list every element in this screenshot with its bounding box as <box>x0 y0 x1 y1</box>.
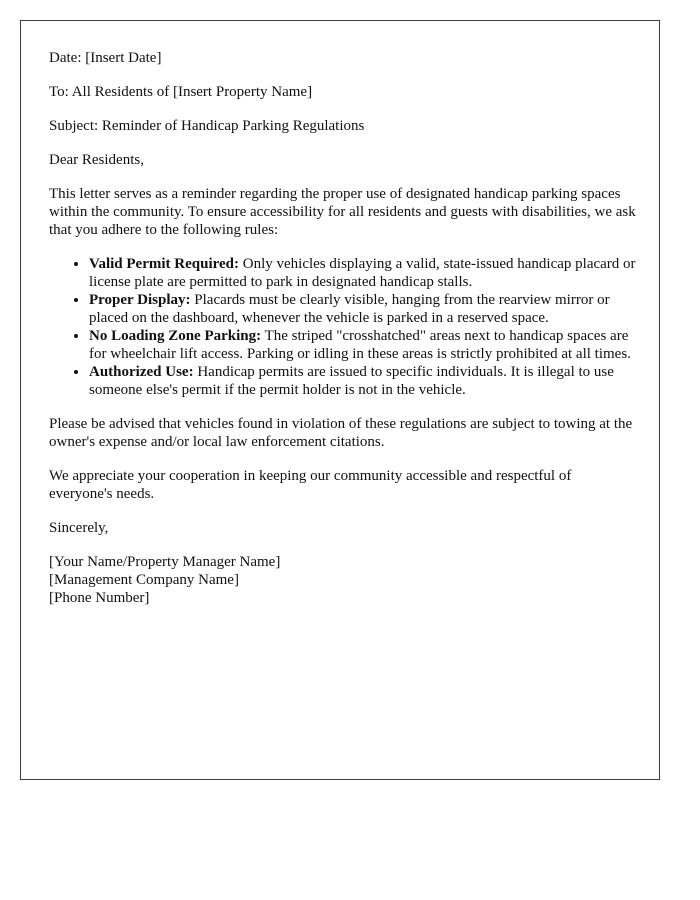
rule-text: Placards must be clearly visible, hanging from the rearview mirror or placed on the dashboard, whenever the vehicle is parked in a reserved space. <box>89 292 610 326</box>
appreciation-paragraph: We appreciate your cooperation in keeping our community accessible and respectful of everyone's needs. <box>49 468 572 502</box>
warning-paragraph: Please be advised that vehicles found in violation of these regulations are subject to towing at the owner's expense and/or local law enforcement citations. <box>49 416 633 450</box>
closing-line: Sincerely, <box>49 520 109 536</box>
signature-name: [Your Name/Property Manager Name] <box>49 554 281 570</box>
date-line: Date: [Insert Date] <box>49 50 162 66</box>
rule-proper-display <box>89 291 637 327</box>
intro-paragraph: This letter serves as a reminder regarding the proper use of designated handicap parking spaces within the community. To ensure accessibility for all residents and guests with disabilities, we ask that you adhere to the following rules: <box>49 186 636 238</box>
rule-title: Valid Permit Required: <box>89 256 239 272</box>
letter-page <box>20 20 660 780</box>
rule-authorized-use <box>89 363 637 399</box>
rule-title: Proper Display: <box>89 292 191 308</box>
signature-company: [Management Company Name] <box>49 572 239 588</box>
rule-valid-permit <box>89 255 637 291</box>
rule-text: Only vehicles displaying a valid, state-issued handicap placard or license plate are permitted to park in designated handicap stalls. <box>89 256 636 290</box>
greeting: Dear Residents, <box>49 152 144 168</box>
rules-list <box>49 255 637 399</box>
rule-text: Handicap permits are issued to specific individuals. It is illegal to use someone else's permit if the permit holder is not in the vehicle. <box>89 364 614 398</box>
recipient-line: To: All Residents of [Insert Property Name] <box>49 84 313 100</box>
letter-content <box>49 49 637 607</box>
rule-text: The striped "crosshatched" areas next to handicap spaces are for wheelchair lift access. Parking or idling in these areas is strictly prohibited at all times. <box>89 328 631 362</box>
subject-line: Subject: Reminder of Handicap Parking Regulations <box>49 118 365 134</box>
rule-title: No Loading Zone Parking: <box>89 328 262 344</box>
rule-no-loading-zone <box>89 327 637 363</box>
signature-block <box>49 553 637 607</box>
signature-phone: [Phone Number] <box>49 590 150 606</box>
rule-title: Authorized Use: <box>89 364 194 380</box>
